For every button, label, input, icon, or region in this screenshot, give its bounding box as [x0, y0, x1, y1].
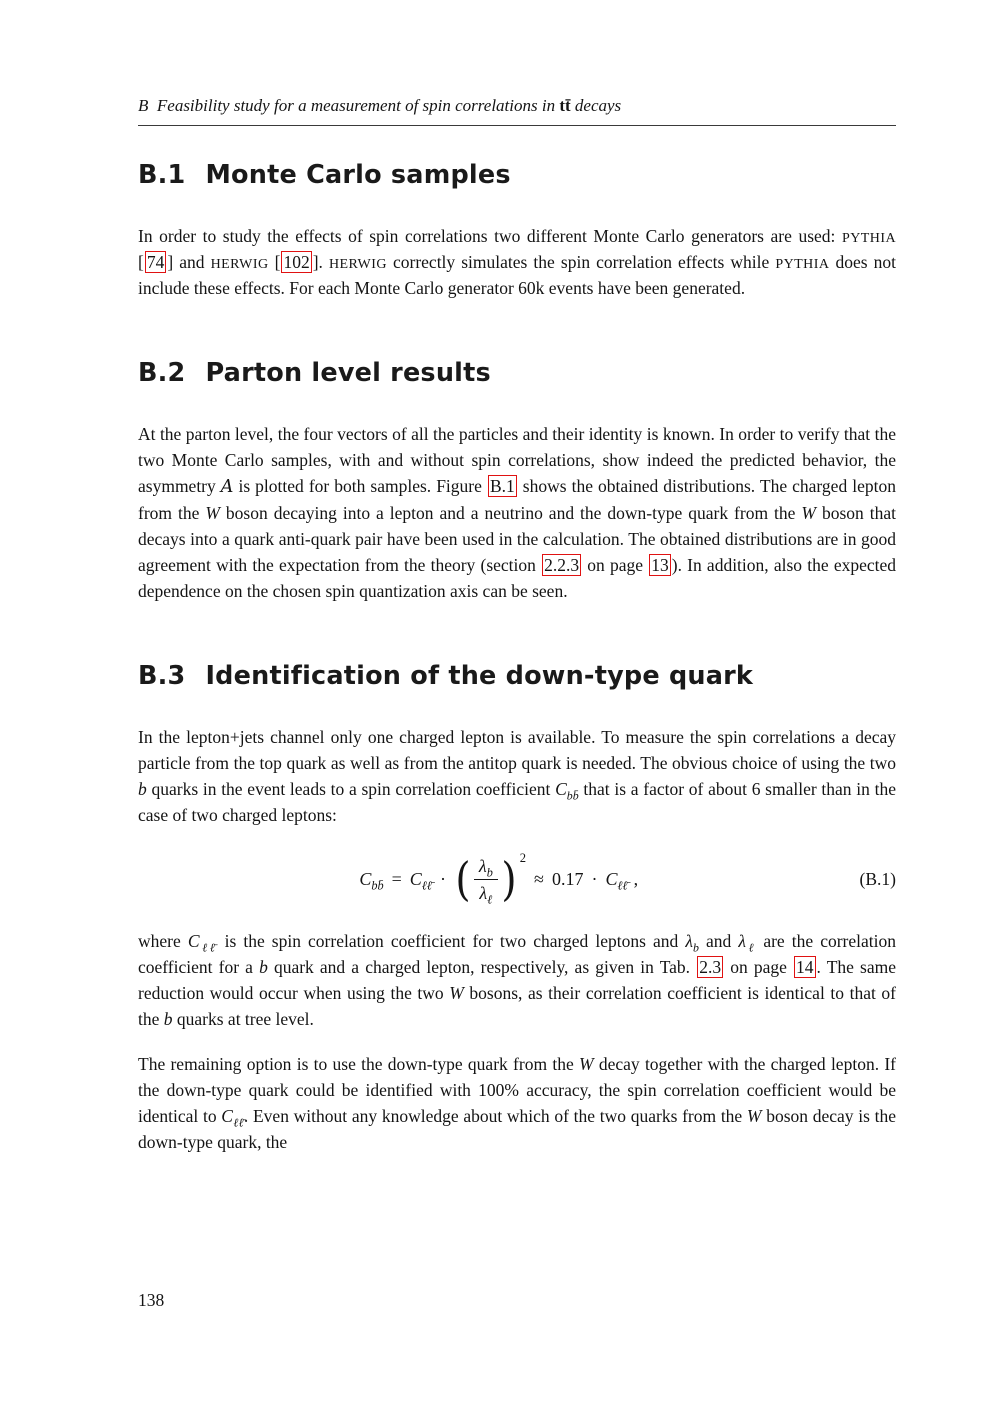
text-segment: HERWIG: [328, 256, 387, 272]
section-number: B.2: [138, 357, 186, 388]
subscript: bb̄: [566, 788, 579, 803]
text-segment: W: [579, 1053, 594, 1074]
paragraph-b3-3: [138, 1052, 896, 1156]
equation-inline: [359, 850, 639, 907]
paragraph-b2-1: [138, 422, 896, 605]
ref-link[interactable]: 2.2.3: [544, 554, 580, 575]
close-paren: ): [501, 852, 517, 907]
text-segment: shows the obtained distributions. The charged lepton from the: [138, 475, 896, 523]
coefficient-value: 0.17: [551, 869, 584, 890]
text-segment: W: [746, 1105, 762, 1126]
text-segment: b: [259, 956, 268, 977]
section-heading-b1: [138, 160, 896, 190]
equation-term-rhs1: $C_{\ell\ell̄}$: [409, 869, 433, 893]
equation-number: (B.1): [859, 869, 896, 890]
fraction-denominator: $\lambda_\ell$: [479, 883, 493, 907]
text-segment: ). In addition, also the expected dependence on the chosen spin quantization axis can be seen.: [138, 554, 896, 601]
subscript: ℓℓ̄: [232, 1115, 244, 1130]
text-segment: decay together with the charged lepton. If the down-type quark could be identified with 100% accuracy, the spin correlation coefficient would be identical to: [138, 1053, 896, 1126]
text-segment: $\lambda_\ell$: [738, 930, 757, 955]
section-number: B.3: [138, 660, 186, 691]
fraction-numerator: $\lambda_b$: [474, 855, 498, 881]
text-segment: on page: [724, 956, 793, 977]
ref-link[interactable]: B.1: [489, 475, 515, 496]
text-segment: In the lepton+jets channel only one charged lepton is available. To measure the spin correlations a decay particle from the top quark as well as from the antitop quark is needed. The obvious choice of using the two: [138, 726, 896, 773]
text-segment: quarks in the event leads to a spin correlation coefficient: [146, 778, 556, 799]
text-segment: $C_{\ell\ell̄}$: [221, 1105, 244, 1130]
equation-b1: [138, 850, 896, 907]
text-segment: boson that decays into a quark anti-quark pair have been used in the calculation. The obtained distributions are in good agreement with the expectation from the theory (section: [138, 502, 896, 575]
approx-sign: ≈: [534, 869, 544, 890]
ref-link[interactable]: 2.3: [699, 956, 722, 977]
paragraph-b1-1: [138, 224, 896, 302]
text-segment: A: [220, 476, 234, 497]
text-segment: ] and: [167, 251, 211, 272]
text-segment: is plotted for both samples. Figure: [233, 475, 487, 496]
ref-link[interactable]: 13: [651, 554, 669, 575]
cdot-operator: ·: [591, 869, 598, 890]
equation-body: [138, 850, 860, 907]
text-segment: W: [205, 502, 220, 523]
cdot-operator: ·: [440, 869, 447, 890]
text-segment: boson decaying into a lepton and a neutrino and the down-type quark from the: [219, 502, 802, 523]
text-segment: bosons, as their correlation coefficient is identical to that of the: [138, 982, 896, 1029]
equation-term-lhs: $C_{bb̄}$: [359, 869, 384, 893]
text-segment: $C_{\ell\ell̄}$: [187, 930, 218, 955]
text-segment: boson decay is the down-type quark, the: [138, 1105, 897, 1152]
text-segment: $C_{bb̄}$: [555, 778, 579, 803]
section-title: Monte Carlo samples: [205, 160, 511, 190]
ref-link[interactable]: 102: [283, 251, 310, 272]
subscript: ℓ: [745, 940, 757, 955]
ref-link[interactable]: 14: [796, 956, 814, 977]
section-heading-b3: [138, 661, 896, 691]
text-segment: ].: [312, 251, 329, 272]
equals-sign: =: [391, 869, 402, 890]
text-segment: [: [268, 251, 281, 272]
section-heading-b2: [138, 358, 896, 388]
text-segment: . The same reduction would occur when using the two: [138, 956, 896, 1003]
text-segment: quarks at tree level.: [172, 1008, 314, 1029]
text-segment: b: [138, 778, 147, 799]
text-segment: At the parton level, the four vectors of all the particles and their identity is known. In order to verify that the two Monte Carlo samples, with and without spin correlations, show indeed the predicted behavior, the asymmetry: [138, 423, 896, 496]
text-segment: b: [163, 1008, 173, 1029]
text-segment: W: [449, 982, 464, 1003]
text-segment: on page: [582, 554, 649, 575]
section-number: B.1: [138, 160, 186, 190]
section-title: Identification of the down-type quark: [205, 660, 754, 691]
page-number: 138: [138, 1290, 165, 1310]
text-segment: does not include these effects. For each Monte Carlo generator 60k events have been generated.: [138, 251, 897, 298]
exponent: 2: [519, 850, 527, 865]
text-segment: PYTHIA: [841, 231, 896, 246]
text-segment: HERWIG: [210, 256, 269, 272]
text-segment: and: [698, 930, 739, 951]
comma: ,: [633, 869, 639, 890]
section-title: Parton level results: [205, 357, 491, 388]
text-segment: that is a factor of about 6 smaller than in the case of two charged leptons:: [138, 778, 896, 825]
text-segment: $\lambda_b$: [685, 930, 699, 955]
paragraph-b3-1: [138, 725, 896, 829]
text-segment: where: [138, 930, 188, 951]
subscript: b: [692, 940, 699, 955]
text-segment: W: [801, 502, 816, 523]
text-segment: tt̄: [559, 96, 571, 115]
text-segment: are the correlation coefficient for a: [138, 930, 896, 977]
ref-link[interactable]: 74: [146, 251, 165, 272]
text-segment: decays: [570, 96, 622, 115]
text-segment: is the spin correlation coefficient for two charged leptons and: [217, 930, 686, 951]
open-paren: (: [455, 852, 471, 907]
text-segment: correctly simulates the spin correlation effects while: [386, 251, 776, 272]
subscript: ℓℓ̄: [199, 940, 218, 955]
text-segment: The remaining option is to use the down-type quark from the: [138, 1053, 580, 1074]
text-segment: . Even without any knowledge about which of the two quarks from the: [243, 1105, 747, 1126]
text-segment: quark and a charged lepton, respectively, as given in Tab.: [267, 956, 697, 977]
text-segment: PYTHIA: [775, 256, 830, 272]
text-segment: B Feasibility study for a measurement of spin correlations in: [138, 96, 560, 115]
text-segment: [: [138, 251, 144, 272]
equation-term-rhs2: $C_{\ell\ell̄}$: [605, 869, 628, 893]
text-segment: In order to study the effects of spin correlations two different Monte Carlo generators are used:: [138, 226, 842, 246]
running-header: [138, 96, 896, 126]
fraction: [474, 855, 498, 905]
paragraph-b3-2: [138, 929, 896, 1033]
